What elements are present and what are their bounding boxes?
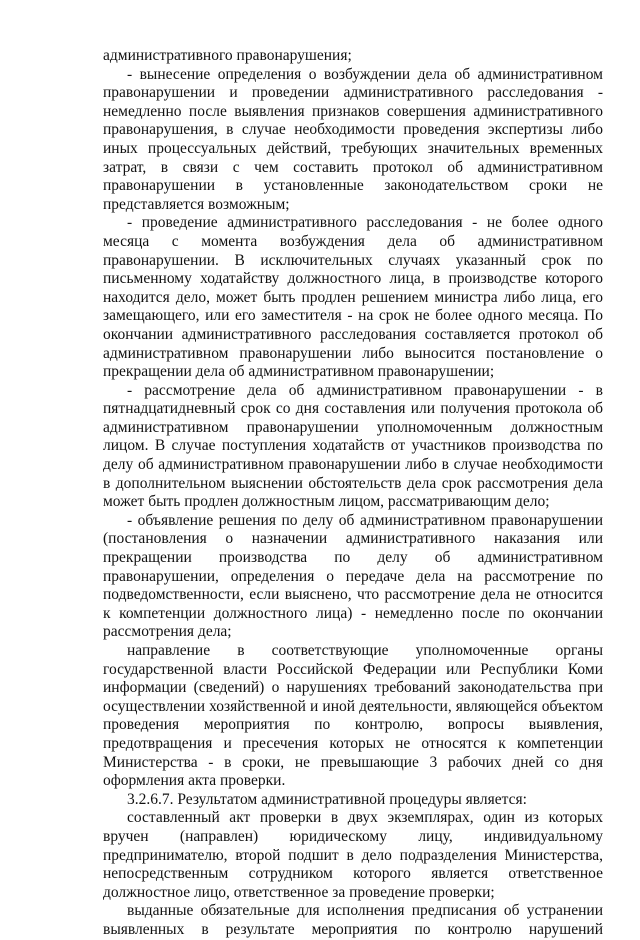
paragraph-case-review: - рассмотрение дела об административном правонарушении - в пятнадцатидневный срок со дня составления или получения протокола об административном правонарушении уполномоченным должностным лицом. В случае поступления ходатайств от участников производства по делу об административном правонарушении либо в случае необходимости в дополнительном выяснении обстоятельств дела срок рассмотрения дела может быть продлен должностным лицом, рассматривающим дело;: [103, 381, 603, 511]
paragraph-investigation: - проведение административного расследования - не более одного месяца с момента возбуждения дела об административном правонарушении. В исключительных случаях указанный срок по письменному ходатайству должностного лица, в производстве которого находится дело, может быть продлен решением министра либо лица, его замещающего, или его заместителя - на срок не более одного месяца. По окончании административного расследования составляется протокол об административном правонарушении либо выносится постановление о прекращении дела об административном правонарушении;: [103, 214, 603, 381]
paragraph-information-referral: направление в соответствующие уполномоченные органы государственной власти Российской Федерации или Республики Коми информации (сведений) о нарушениях требований законодательства при осуществлении хозяйственной и иной деятельности, являющейся объектом проведения мероприятия по контролю, вопросы выявления, предотвращения и пресечения которых не относятся к компетенции Министерства - в сроки, не превышающие 3 рабочих дней со дня оформления акта проверки.: [103, 642, 603, 790]
paragraph-inspection-act: составленный акт проверки в двух экземплярах, один из которых вручен (направлен) юридическому лицу, индивидуальному предпринимателю, второй подшит в дело подразделения Министерства, непосредственным сотрудником которого является ответственное должностное лицо, ответственное за проведение проверки;: [103, 809, 603, 901]
section-heading-3-2-6-7: 3.2.6.7. Результатом административной процедуры является:: [127, 790, 527, 808]
paragraph-initiation-of-case: - вынесение определения о возбуждении дела об административном правонарушении и проведении административного расследования - немедленно после выявления признаков совершения административного правонарушения, в случае необходимости проведения экспертизы либо иных процессуальных действий, требующих значительных временных затрат, в связи с чем составить протокол об административном правонарушении в установленные законодательством сроки не представляется возможным;: [103, 65, 603, 213]
paragraph-continuation: административного правонарушения;: [103, 47, 352, 64]
paragraph-prescriptions: выданные обязательные для исполнения предписания об устранении выявленных в результате мероприятия по контролю нарушений: [103, 902, 603, 938]
paragraph-decision-announcement: - объявление решения по делу об административном правонарушении (постановления о назначении административного наказания или прекращении производства по делу об административном правонарушении, определения о передаче дела на рассмотрение по подведомственности, если выяснено, что рассмотрение дела не относится к компетенции должностного лица) - немедленно после по окончании рассмотрения дела;: [103, 511, 603, 641]
document-page: [103, 47, 603, 940]
